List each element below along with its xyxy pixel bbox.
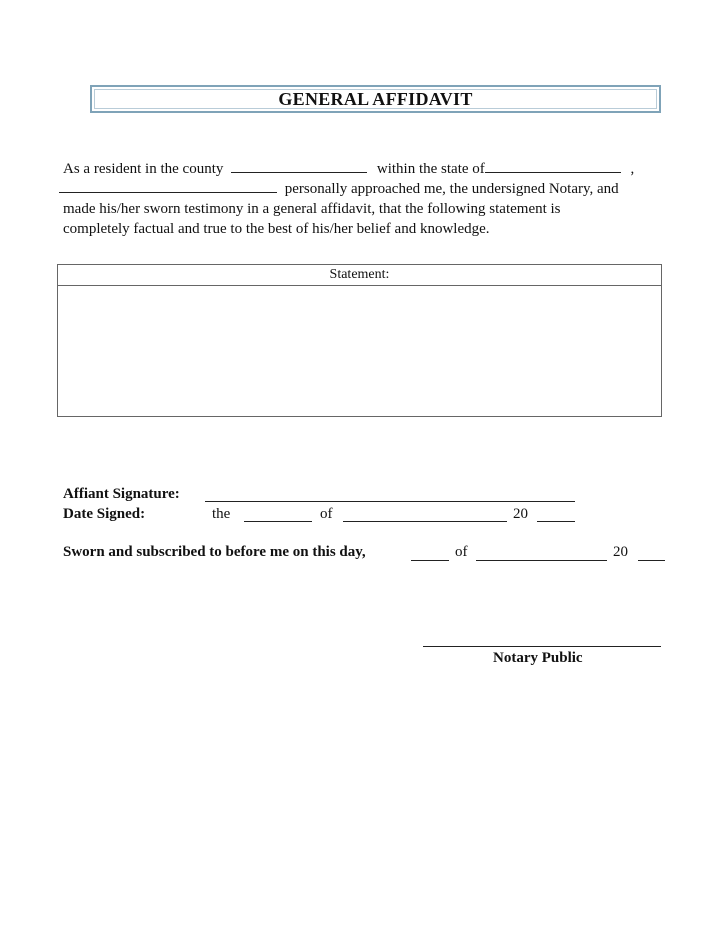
- county-blank[interactable]: [231, 159, 367, 173]
- sworn-year-prefix: 20: [613, 544, 628, 560]
- date-the-text: the: [212, 506, 231, 522]
- notary-signature-line[interactable]: [423, 646, 661, 647]
- statement-label: Statement:: [58, 265, 661, 286]
- sworn-day-blank[interactable]: [411, 560, 449, 561]
- intro-text: within the state of: [376, 161, 485, 177]
- date-year-prefix: 20: [513, 506, 528, 522]
- sworn-year-blank[interactable]: [638, 560, 665, 561]
- state-blank[interactable]: [485, 159, 621, 173]
- sworn-text: Sworn and subscribed to before me on this day,: [63, 544, 366, 560]
- date-month-blank[interactable]: [343, 521, 507, 522]
- affiant-name-blank[interactable]: [59, 179, 277, 193]
- affiant-signature-line[interactable]: [205, 501, 575, 502]
- intro-line-3: made his/her sworn testimony in a general affidavit, that the following statement is: [63, 201, 561, 217]
- date-day-blank[interactable]: [244, 521, 312, 522]
- intro-paragraph: [63, 159, 663, 239]
- date-signed-label: Date Signed:: [63, 506, 146, 522]
- sworn-of-text: of: [455, 544, 468, 560]
- intro-text: As a resident in the county: [63, 161, 224, 177]
- intro-line-2: [63, 179, 663, 199]
- notary-public-label: Notary Public: [493, 650, 583, 666]
- comma: ,: [630, 161, 635, 177]
- affiant-signature-label: Affiant Signature:: [63, 486, 180, 502]
- date-of-text: of: [320, 506, 333, 522]
- statement-box[interactable]: [57, 264, 662, 417]
- title-box: [90, 85, 661, 113]
- intro-line-1: [63, 159, 663, 179]
- intro-text: personally approached me, the undersigned Notary, and: [284, 181, 619, 197]
- date-year-blank[interactable]: [537, 521, 575, 522]
- intro-line-4: completely factual and true to the best of his/her belief and knowledge.: [63, 221, 490, 237]
- document-title: GENERAL AFFIDAVIT: [278, 88, 473, 109]
- sworn-month-blank[interactable]: [476, 560, 607, 561]
